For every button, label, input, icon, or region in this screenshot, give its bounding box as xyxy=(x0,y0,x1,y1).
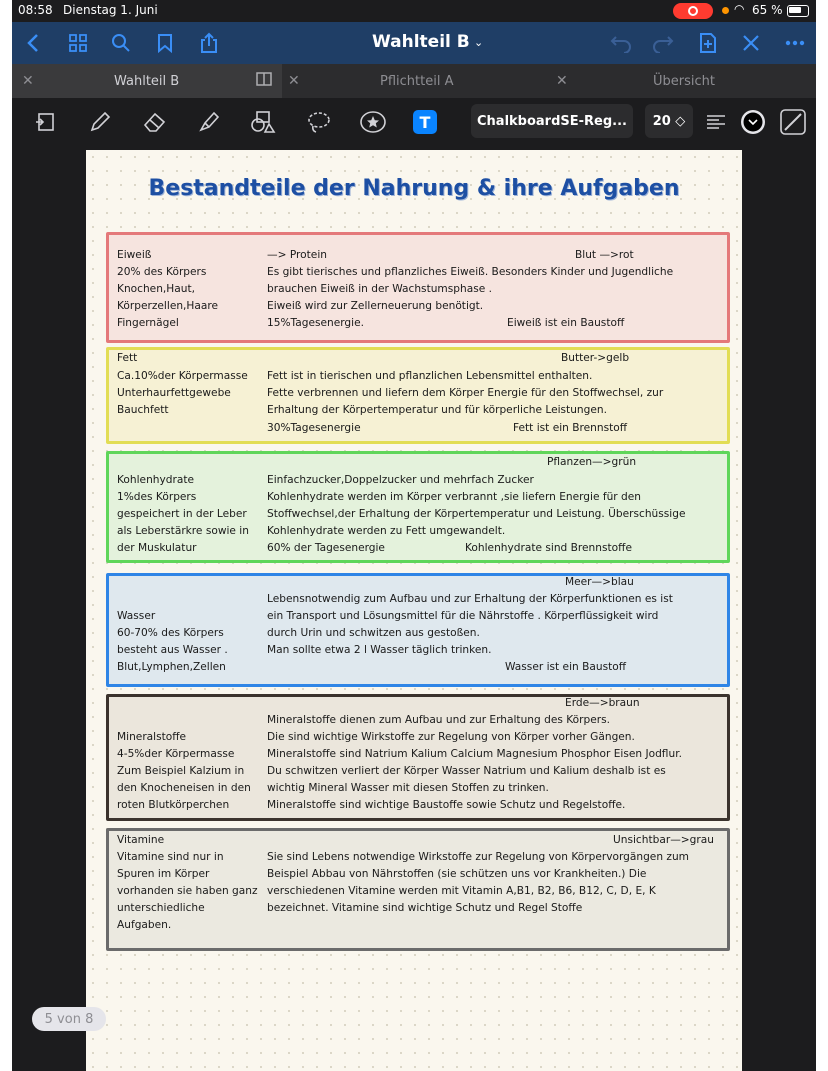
read-only-icon[interactable] xyxy=(31,108,59,136)
status-time: 08:58 xyxy=(18,3,53,17)
redo-icon[interactable] xyxy=(648,28,678,58)
left-line: Kohlenhydrate xyxy=(117,474,195,486)
nutrient-box-water[interactable] xyxy=(106,573,730,687)
font-size-stepper[interactable]: 20 ◇ xyxy=(645,104,693,138)
font-picker[interactable]: ChalkboardSE-Reg... xyxy=(471,104,633,138)
left-line: Vitamine sind nur in xyxy=(117,851,224,863)
right-line: Kohlenhydrate werden zu Fett umgewandelt. xyxy=(267,525,506,537)
right-line: Beispiel Abbau von Nährstoffen (sie schützen uns vor Krankheiten.) Die xyxy=(267,868,647,880)
pen-icon[interactable] xyxy=(86,108,114,136)
right-line: bezeichnet. Vitamine sind wichtige Schutz und Regel Stoffe xyxy=(267,902,583,914)
document-tabs xyxy=(12,64,816,98)
tools-toolbar xyxy=(12,98,816,146)
nutrient-role: Fett ist ein Brennstoff xyxy=(513,422,628,434)
tab-label: Übersicht xyxy=(653,73,715,89)
note-page[interactable] xyxy=(86,150,742,1071)
close-icon[interactable] xyxy=(736,28,766,58)
nutrient-box-protein[interactable] xyxy=(106,232,730,343)
right-line: Stoffwechsel,der Erhaltung der Körpertemperatur und Leistung. Überschüssige xyxy=(267,508,686,520)
left-line: 1%des Körpers xyxy=(117,491,197,503)
right-line: 60% der Tagesenergie xyxy=(267,542,385,554)
left-line: Fingernägel xyxy=(117,317,179,329)
eraser-icon[interactable] xyxy=(141,108,169,136)
color-association: Erde—>braun xyxy=(565,697,640,709)
add-page-icon[interactable] xyxy=(693,28,723,58)
left-line: Ca.10%der Körpermasse xyxy=(117,370,248,382)
right-line: Einfachzucker,Doppelzucker und mehrfach Zucker xyxy=(267,474,534,486)
tab-label: Wahlteil B xyxy=(114,73,180,89)
elements-icon[interactable] xyxy=(359,108,387,136)
battery-icon xyxy=(787,5,809,17)
line-style-icon[interactable] xyxy=(779,108,807,136)
left-line: Bauchfett xyxy=(117,404,169,416)
left-line: besteht aus Wasser . xyxy=(117,644,228,656)
left-line: Vitamine xyxy=(117,834,165,846)
nutrient-role: Eiweiß ist ein Baustoff xyxy=(507,317,625,329)
right-line: 30%Tagesenergie xyxy=(267,422,361,434)
left-line: 4-5%der Körpermasse xyxy=(117,748,235,760)
left-line: den Knocheneisen in den xyxy=(117,782,251,794)
undo-icon[interactable] xyxy=(606,28,636,58)
tab-wahlteil-b[interactable] xyxy=(12,64,282,98)
status-bar xyxy=(0,0,828,22)
color-association: Pflanzen—>grün xyxy=(547,456,637,468)
screen-record-icon[interactable] xyxy=(673,3,713,19)
left-line: Unterhaurfettgewebe xyxy=(117,387,231,399)
left-line: vorhanden sie haben ganz xyxy=(117,885,258,897)
color-association: Butter->gelb xyxy=(561,352,630,364)
document-title[interactable]: Wahlteil B xyxy=(372,32,470,52)
left-line: Blut,Lymphen,Zellen xyxy=(117,661,226,673)
color-association: Blut —>rot xyxy=(575,249,634,261)
wifi-icon: ◠ xyxy=(734,2,745,16)
nutrient-box-minerals[interactable] xyxy=(106,694,730,821)
right-line: Fette verbrennen und liefern dem Körper Energie für den Stoffwechsel, zur xyxy=(267,387,664,399)
left-line: 20% des Körpers xyxy=(117,266,207,278)
lasso-icon[interactable] xyxy=(305,108,333,136)
share-icon[interactable] xyxy=(194,28,224,58)
right-line: Du schwitzen verliert der Körper Wasser Natrium und Kalium deshalb ist es xyxy=(267,765,666,777)
right-line: Mineralstoffe sind wichtige Baustoffe sowie Schutz und Regelstoffe. xyxy=(267,799,626,811)
search-icon[interactable] xyxy=(106,28,136,58)
right-line: Erhaltung der Körpertemperatur und für körperliche Leistungen. xyxy=(267,404,607,416)
left-line: Zum Beispiel Kalzium in xyxy=(117,765,245,777)
right-line: Kohlenhydrate werden im Körper verbrannt ,sie liefern Energie für den xyxy=(267,491,641,503)
grid-icon[interactable] xyxy=(63,28,93,58)
right-line: Es gibt tierisches und pflanzliches Eiweiß. Besonders Kinder und Jugendliche xyxy=(267,266,674,278)
color-picker-icon[interactable] xyxy=(739,108,767,136)
left-line: Eiweiß xyxy=(117,249,152,261)
back-icon[interactable] xyxy=(18,28,48,58)
align-left-icon[interactable] xyxy=(702,108,730,136)
close-tab-icon[interactable]: ✕ xyxy=(288,73,300,89)
right-line: durch Urin und schwitzen aus gestoßen. xyxy=(267,627,480,639)
right-line: —> Protein xyxy=(267,249,327,261)
status-date: Dienstag 1. Juni xyxy=(63,3,158,17)
split-view-icon[interactable] xyxy=(256,72,272,90)
right-line: Sie sind Lebens notwendige Wirkstoffe zur Regelung von Körpervorgängen zum xyxy=(267,851,689,863)
left-line: Wasser xyxy=(117,610,156,622)
right-line: Eiweiß wird zur Zellerneuerung benötigt. xyxy=(267,300,484,312)
left-line: der Muskulatur xyxy=(117,542,197,554)
right-line: verschiedenen Vitamine werden mit Vitamin A,B1, B2, B6, B12, C, D, E, K xyxy=(267,885,656,897)
right-line: Die sind wichtige Wirkstoffe zur Regelung von Körper vorher Gängen. xyxy=(267,731,635,743)
right-line: brauchen Eiweiß in der Wachstumsphase . xyxy=(267,283,492,295)
page-title: Bestandteile der Nahrung & ihre Aufgaben xyxy=(148,176,680,201)
tab-label: Pflichtteil A xyxy=(380,73,454,89)
left-line: gespeichert in der Leber xyxy=(117,508,247,520)
left-line: Mineralstoffe xyxy=(117,731,187,743)
color-association: Unsichtbar—>grau xyxy=(613,834,714,846)
text-tool-icon[interactable]: T xyxy=(413,110,437,134)
left-line: Körperzellen,Haare xyxy=(117,300,219,312)
page-indicator[interactable]: 5 von 8 xyxy=(32,1007,106,1031)
right-line: Mineralstoffe sind Natrium Kalium Calcium Magnesium Phosphor Eisen Jodflur. xyxy=(267,748,682,760)
right-line: Fett ist in tierischen und pflanzlichen Lebensmittel enthalten. xyxy=(267,370,593,382)
right-line: ein Transport und Lösungsmittel für die Nährstoffe . Körperflüssigkeit wird xyxy=(267,610,659,622)
right-line: Man sollte etwa 2 l Wasser täglich trinken. xyxy=(267,644,492,656)
nutrient-box-vitamins[interactable] xyxy=(106,828,730,951)
chevron-down-icon[interactable]: ⌄ xyxy=(474,36,484,49)
tab-pflichtteil-a[interactable] xyxy=(282,64,550,98)
close-tab-icon[interactable]: ✕ xyxy=(22,73,34,89)
nutrient-role: Wasser ist ein Baustoff xyxy=(505,661,627,673)
color-association: Meer—>blau xyxy=(565,576,634,588)
left-line: Knochen,Haut, xyxy=(117,283,195,295)
navigation-bar xyxy=(12,22,816,64)
left-line: unterschiedliche xyxy=(117,902,205,914)
right-line: Mineralstoffe dienen zum Aufbau und zur Erhaltung des Körpers. xyxy=(267,714,610,726)
more-icon[interactable] xyxy=(780,28,810,58)
left-line: Fett xyxy=(117,352,138,364)
battery-percent: 65 % xyxy=(752,3,783,17)
bookmark-icon[interactable] xyxy=(150,28,180,58)
left-line: als Leberstärkre sowie in xyxy=(117,525,249,537)
left-line: Spuren im Körper xyxy=(117,868,210,880)
left-line: roten Blutkörperchen xyxy=(117,799,230,811)
right-line: 15%Tagesenergie. xyxy=(267,317,364,329)
right-line: wichtig Mineral Wasser mit diesen Stoffen zu trinken. xyxy=(267,782,549,794)
highlighter-icon[interactable] xyxy=(195,108,223,136)
mic-indicator-icon xyxy=(722,7,729,14)
close-tab-icon[interactable]: ✕ xyxy=(556,73,568,89)
shapes-icon[interactable] xyxy=(249,108,277,136)
left-line: Aufgaben. xyxy=(117,919,172,931)
nutrient-box-carbohydrates[interactable] xyxy=(106,451,730,563)
left-line: 60-70% des Körpers xyxy=(117,627,224,639)
nutrient-box-fat[interactable] xyxy=(106,347,730,444)
nutrient-role: Kohlenhydrate sind Brennstoffe xyxy=(465,542,632,554)
tab-ubersicht[interactable] xyxy=(550,64,816,98)
right-line: Lebensnotwendig zum Aufbau und zur Erhaltung der Körperfunktionen es ist xyxy=(267,593,673,605)
